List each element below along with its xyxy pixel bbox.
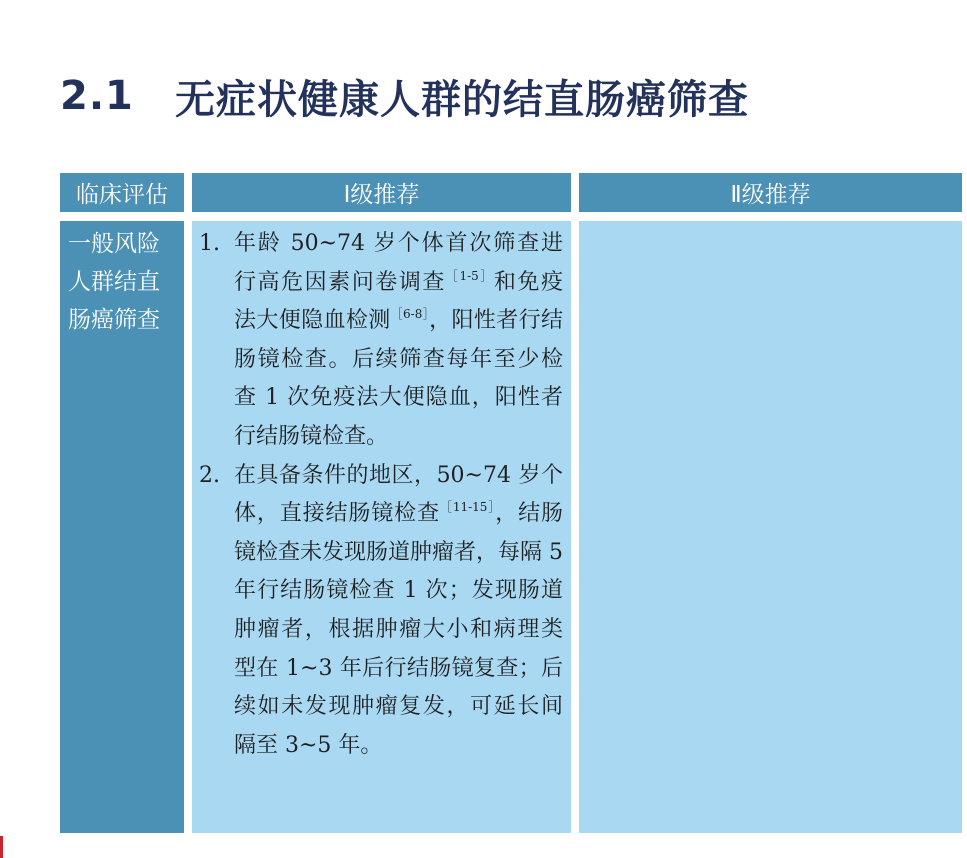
recommendation-item-2 [192,457,571,766]
section-title [60,64,749,128]
recommendation-number: 2. [199,462,220,488]
header-level1-recommendation: Ⅰ级推荐 [192,173,571,212]
clinical-eval-cell [60,221,184,833]
header-level2-recommendation: Ⅱ级推荐 [579,173,962,212]
recommendation-text: 和免疫法大便隐血检测 [234,269,563,334]
citation-ref: ［6-8］ [390,307,430,322]
level1-cell [192,221,571,833]
recommendation-text: 在具备条件的地区，50~74 岁个体，直接结肠镜检查 [234,462,563,527]
citation-ref: ［1-5］ [445,268,494,283]
citation-ref: ［11-15］ [439,500,496,515]
level2-cell [579,221,962,833]
recommendation-text: ，结肠镜检查未发现肠道肿瘤者，每隔 5 年行结肠镜检查 1 次；发现肠道肿瘤者，根据肿瘤大小和病理类型在 1~3 年后行结肠镜复查；后续如未发现肿瘤复发，可延长间隔至 3~5 年。 [234,501,563,758]
recommendation-text: 年龄 50~74 岁个体首次筛查进行高危因素问卷调查 [234,231,563,295]
clinical-eval-text: 一般风险人群结直肠癌筛查 [68,231,160,333]
section-heading: 无症状健康人群的结直肠癌筛查 [175,76,749,123]
recommendation-number: 1. [199,231,220,256]
section-number: 2.1 [60,73,134,119]
recommendation-text: ，阳性者行结肠镜检查。后续筛查每年至少检查 1 次免疫法大便隐血，阳性者行结肠镜检查。 [234,308,563,449]
level1-recommendation-list [192,225,571,765]
header-clinical-eval: 临床评估 [60,173,184,212]
margin-mark [0,836,3,858]
recommendation-item-1 [192,225,571,457]
